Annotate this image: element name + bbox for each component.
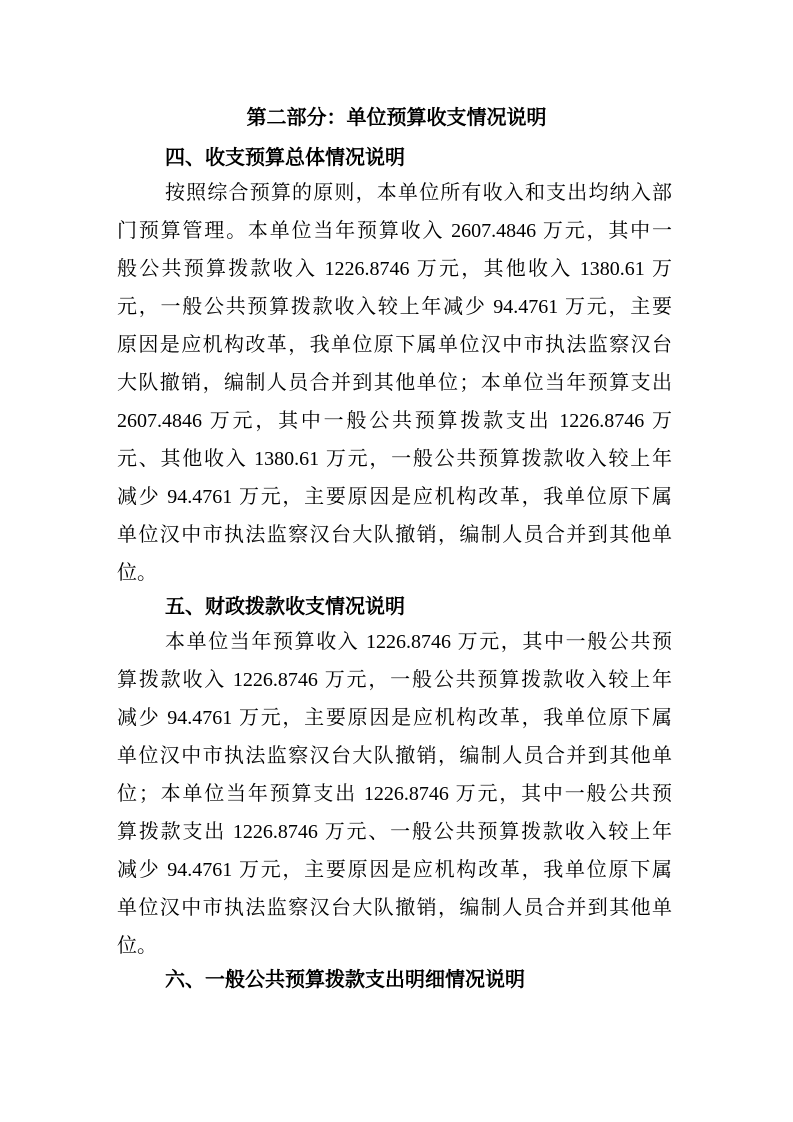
paragraph-line: 元，一般公共预算拨款收入较上年减少 94.4761 万元，主要	[117, 296, 672, 318]
paragraph-line: 门预算管理。本单位当年预算收入 2607.4846 万元，其中一	[117, 220, 672, 242]
paragraph-line: 按照综合预算的原则，本单位所有收入和支出均纳入部	[165, 182, 672, 204]
section-4-paragraph	[117, 174, 672, 592]
paragraph-line: 原因是应机构改革，我单位原下属单位汉中市执法监察汉台	[117, 334, 672, 356]
paragraph-line: 位。	[117, 935, 157, 957]
paragraph-line: 算拨款支出 1226.8746 万元、一般公共预算拨款收入较上年	[117, 821, 672, 843]
section-heading-6: 六、一般公共预算拨款支出明细情况说明	[165, 969, 525, 991]
paragraph-line: 般公共预算拨款收入 1226.8746 万元，其他收入 1380.61 万	[117, 258, 672, 280]
paragraph-line: 减少 94.4761 万元，主要原因是应机构改革，我单位原下属	[117, 707, 672, 729]
section-5-paragraph	[117, 623, 672, 965]
paragraph-line: 位；本单位当年预算支出 1226.8746 万元，其中一般公共预	[117, 783, 672, 805]
section-heading-4: 四、收支预算总体情况说明	[165, 147, 405, 169]
paragraph-line: 减少 94.4761 万元，主要原因是应机构改革，我单位原下属	[117, 859, 672, 881]
page-title: 第二部分：单位预算收支情况说明	[246, 107, 547, 129]
paragraph-line: 大队撤销，编制人员合并到其他单位；本单位当年预算支出	[117, 372, 672, 394]
paragraph-line: 本单位当年预算收入 1226.8746 万元，其中一般公共预	[165, 631, 672, 653]
paragraph-line: 单位汉中市执法监察汉台大队撤销，编制人员合并到其他单	[117, 524, 672, 546]
paragraph-line: 2607.4846 万元，其中一般公共预算拨款支出 1226.8746 万	[117, 410, 672, 432]
paragraph-line: 减少 94.4761 万元，主要原因是应机构改革，我单位原下属	[117, 486, 672, 508]
paragraph-line: 单位汉中市执法监察汉台大队撤销，编制人员合并到其他单	[117, 745, 672, 767]
paragraph-line: 算拨款收入 1226.8746 万元，一般公共预算拨款收入较上年	[117, 669, 672, 691]
section-heading-5: 五、财政拨款收支情况说明	[165, 596, 405, 618]
paragraph-line: 位。	[117, 562, 157, 584]
paragraph-line: 单位汉中市执法监察汉台大队撤销，编制人员合并到其他单	[117, 897, 672, 919]
paragraph-line: 元、其他收入 1380.61 万元，一般公共预算拨款收入较上年	[117, 448, 672, 470]
